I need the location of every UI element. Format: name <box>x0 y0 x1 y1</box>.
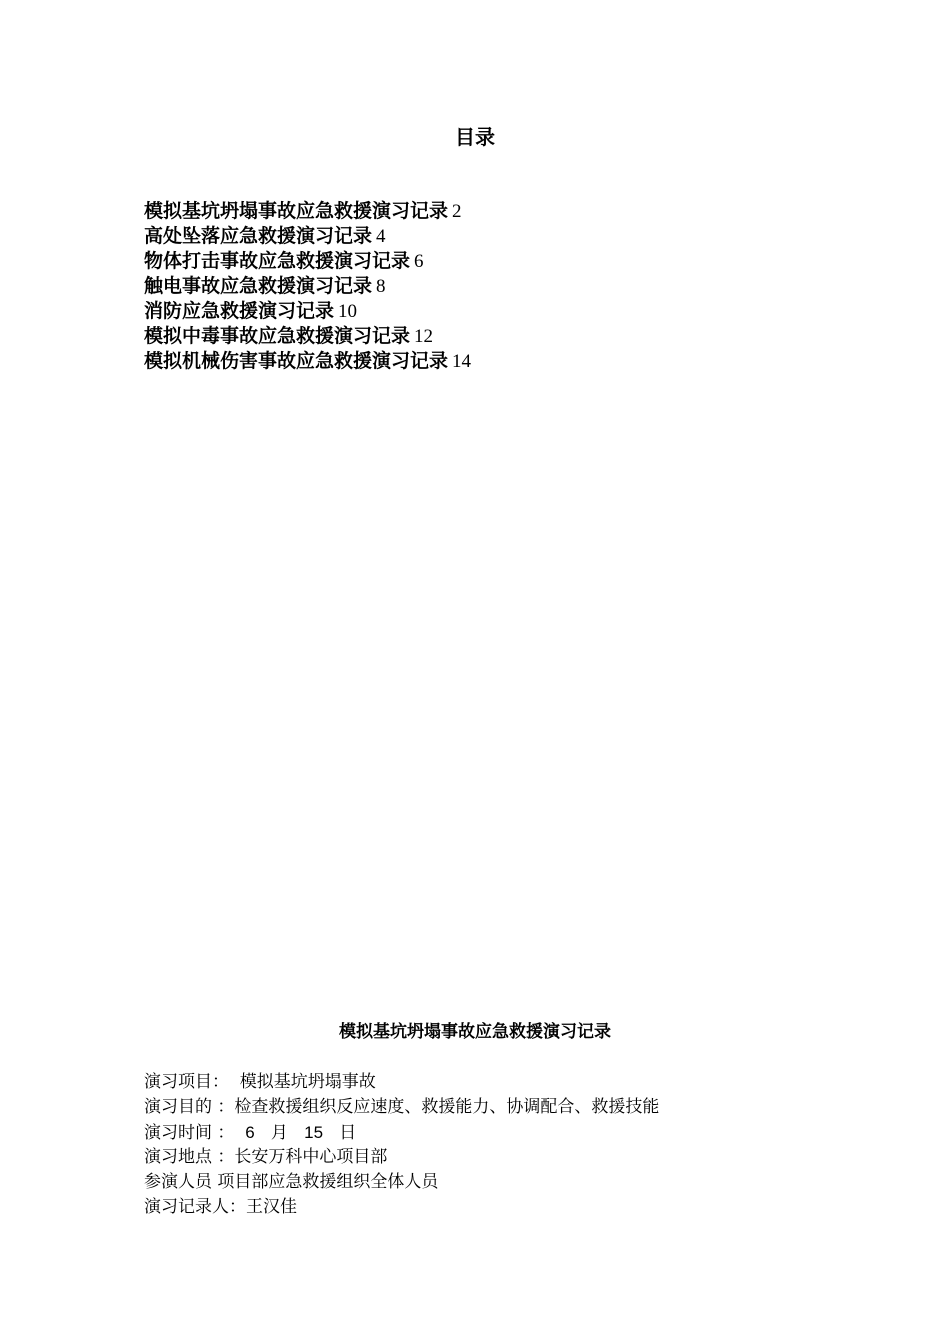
toc-item-page: 4 <box>376 226 386 247</box>
toc-item-page: 12 <box>414 326 434 347</box>
record-title: 模拟基坑坍塌事故应急救援演习记录 <box>339 1022 611 1042</box>
drill-project: 演习项目： 模拟基坑坍塌事故 <box>144 1072 376 1092</box>
record-info <box>144 1070 659 1220</box>
toc-item-page: 14 <box>452 351 472 372</box>
toc-item-label: 消防应急救援演习记录 <box>144 300 335 322</box>
drill-time-label: 演习时间 ： <box>144 1123 246 1143</box>
drill-recorder: 演习记录人：王汉佳 <box>144 1197 297 1217</box>
drill-month: 6 <box>245 1123 255 1142</box>
toc-item-label: 高处坠落应急救援演习记录 <box>144 225 373 247</box>
toc-item[interactable] <box>144 324 471 349</box>
toc-list <box>144 199 471 374</box>
toc-item-label: 触电事故应急救援演习记录 <box>144 275 373 297</box>
toc-item-label: 模拟中毒事故应急救援演习记录 <box>144 325 411 347</box>
drill-day-unit: 日 <box>339 1123 357 1143</box>
drill-time <box>144 1120 659 1145</box>
drill-participants: 参演人员 项目部应急救援组织全体人员 <box>144 1172 439 1192</box>
toc-item-page: 2 <box>452 201 462 222</box>
toc-item[interactable] <box>144 299 471 324</box>
toc-item[interactable] <box>144 274 471 299</box>
drill-purpose: 演习目的 ：检查救援组织反应速度、救援能力、协调配合、救援技能 <box>144 1097 660 1117</box>
toc-title: 目录 <box>455 125 495 149</box>
drill-day: 15 <box>304 1123 324 1142</box>
toc-item-page: 10 <box>338 301 358 322</box>
toc-item-label: 模拟机械伤害事故应急救援演习记录 <box>144 350 449 372</box>
drill-month-unit: 月 <box>270 1123 288 1143</box>
drill-location: 演习地点 ：长安万科中心项目部 <box>144 1147 388 1167</box>
toc-item[interactable] <box>144 224 471 249</box>
toc-item-label: 物体打击事故应急救援演习记录 <box>144 250 411 272</box>
toc-item[interactable] <box>144 199 471 224</box>
toc-item[interactable] <box>144 249 471 274</box>
toc-item[interactable] <box>144 349 471 374</box>
toc-item-label: 模拟基坑坍塌事故应急救援演习记录 <box>144 200 449 222</box>
toc-item-page: 8 <box>376 276 386 297</box>
toc-item-page: 6 <box>414 251 424 272</box>
